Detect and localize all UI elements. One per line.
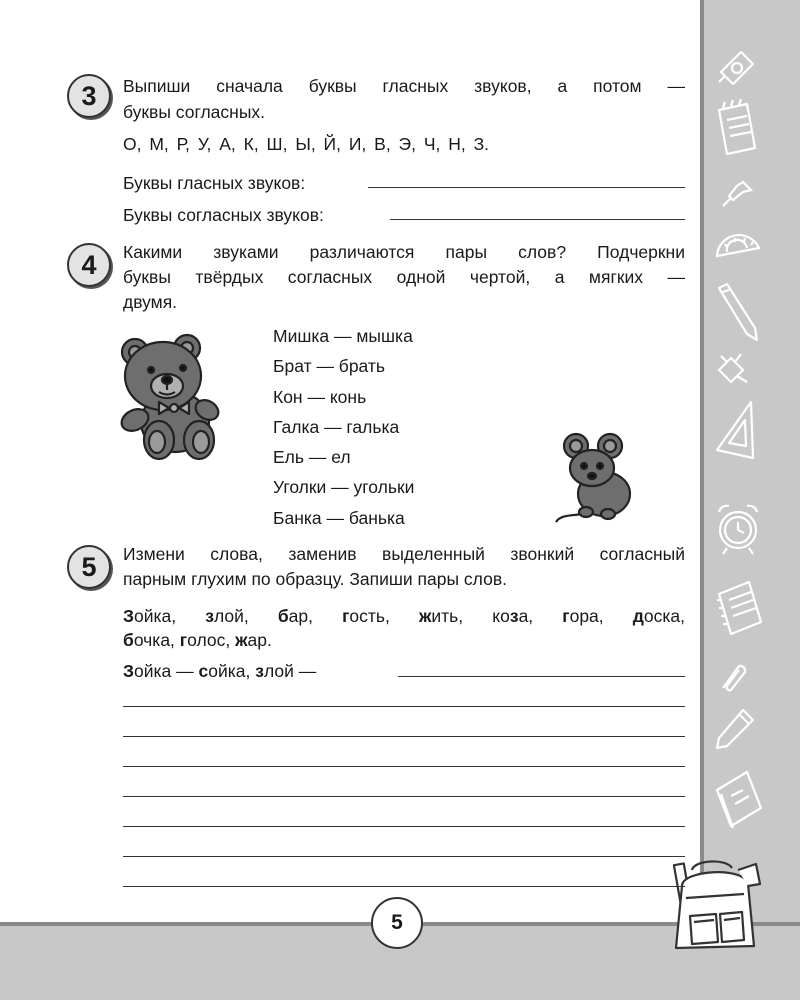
word: бочка, [123, 630, 175, 650]
paper-clip-icon [713, 658, 749, 694]
vowels-answer-line[interactable] [368, 187, 685, 188]
word-pair[interactable]: Ель — ел [273, 447, 351, 468]
writing-line[interactable] [123, 856, 685, 857]
task-4-prompt-line-2: буквы твёрдых согласных одной чертой, а мягких — [123, 267, 685, 287]
writing-line[interactable] [123, 736, 685, 737]
task-5-answer-line[interactable] [398, 676, 685, 677]
word: Зойка, [123, 606, 177, 626]
push-pin-icon [713, 178, 759, 208]
writing-line[interactable] [123, 706, 685, 707]
task-4-prompt-line-3: двумя. [123, 292, 178, 312]
word-pair[interactable]: Кон — конь [273, 386, 367, 407]
word: жар. [235, 630, 272, 650]
task-5-prompt-line-2: парным глухим по образцу. Запиши пары слов. [123, 569, 507, 589]
sharpener-icon [713, 42, 759, 88]
task-5-words-line-1 [123, 604, 685, 629]
consonants-label: Буквы согласных звуков: [123, 205, 324, 225]
mouse-illustration [552, 432, 636, 528]
book-icon [713, 768, 765, 832]
word: гость, [342, 606, 390, 626]
word: доска, [632, 606, 685, 626]
word-pair[interactable]: Брат — брать [273, 356, 386, 377]
pen-icon [713, 282, 763, 342]
word: гора, [562, 606, 604, 626]
task-5-example: Зойка — сойка, злой — [123, 661, 317, 681]
writing-line[interactable] [123, 826, 685, 827]
protractor-icon [713, 222, 763, 266]
alarm-clock-icon [713, 500, 763, 556]
word-pair[interactable]: Мишка — мышка [273, 326, 413, 346]
writing-line[interactable] [123, 886, 685, 887]
word: бар, [277, 606, 313, 626]
writing-line[interactable] [123, 766, 685, 767]
word-pair[interactable]: Галка — галька [273, 416, 400, 437]
pencil-icon [713, 706, 757, 752]
triangle-ruler-icon [713, 398, 759, 462]
word: жить, [418, 606, 464, 626]
word-pair[interactable]: Банка — банька [273, 507, 405, 528]
word: злой, [205, 606, 249, 626]
word: коза, [492, 606, 534, 626]
word-pair[interactable]: Уголки — угольки [273, 477, 415, 498]
task-5-number: 5 [67, 545, 111, 589]
notepad-icon [713, 98, 759, 158]
writing-line[interactable] [123, 796, 685, 797]
teddy-bear-illustration [113, 330, 225, 462]
spiral-notebook-icon [713, 578, 765, 638]
consonants-answer-line[interactable] [390, 219, 685, 220]
word-pairs-list [273, 321, 414, 533]
task-3-letters: О, М, Р, У, А, К, Ш, Ы, Й, И, В, Э, Ч, Н, З. [123, 134, 490, 154]
backpack-icon [664, 856, 764, 952]
binder-clip-icon [713, 352, 753, 388]
task-5-prompt-line-1: Измени слова, заменив выделенный звонкий согласный [123, 544, 685, 564]
page-number: 5 [371, 897, 423, 949]
task-3-number: 3 [67, 74, 111, 118]
task-4-number: 4 [67, 243, 111, 287]
task-3-prompt-line-1: Выпиши сначала буквы гласных звуков, а потом — [123, 76, 685, 96]
task-3-prompt-line-2: буквы согласных. [123, 102, 266, 122]
task-5-words-line-2 [123, 628, 685, 653]
vowels-label: Буквы гласных звуков: [123, 173, 306, 193]
word: голос, [179, 630, 231, 650]
task-4-prompt-line-1: Какими звуками различаются пары слов? Подчеркни [123, 242, 685, 262]
